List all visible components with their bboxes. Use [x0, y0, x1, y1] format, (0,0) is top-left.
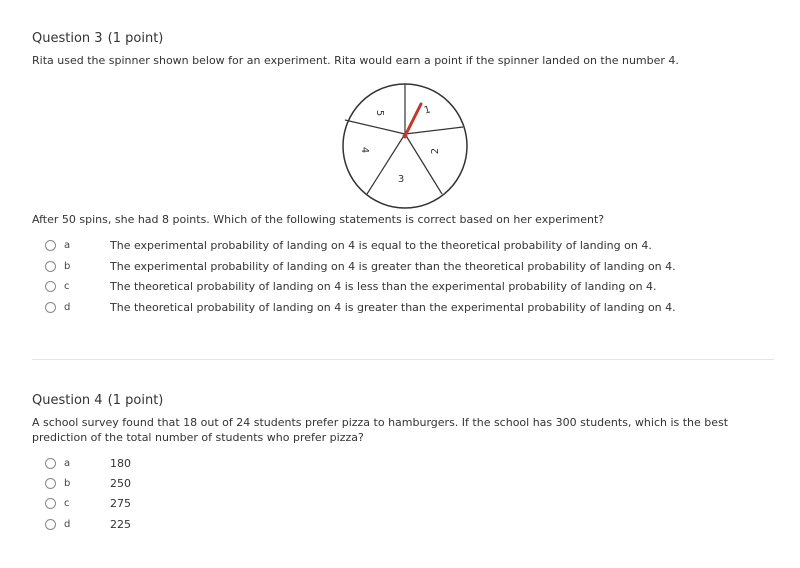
question-3-points: (1 point) [107, 31, 164, 46]
question-4-points: (1 point) [107, 393, 164, 408]
spinner-label-2: 2 [430, 147, 441, 155]
q4-choice-d-letter: d [64, 518, 71, 530]
question-4-prompt: A school survey found that 18 out of 24 students prefer pizza to hamburgers. If the school has 300 students, which is the best prediction of the total number of students who prefer pizza? [32, 416, 729, 444]
q4-choice-c[interactable] [45, 493, 131, 513]
question-3-title: Question 3 [32, 31, 103, 46]
q4-choice-a[interactable] [45, 453, 131, 473]
q4-choice-a-radio[interactable] [45, 458, 56, 469]
q4-choice-c-radio[interactable] [45, 498, 56, 509]
q3-choice-d-text: The theoretical probability of landing on 4 is greater than the experimental probability of landing on 4. [110, 300, 676, 314]
question-divider [32, 359, 774, 360]
q3-choice-b-letter: b [64, 260, 71, 272]
q3-choice-c[interactable] [45, 276, 657, 296]
spinner-hub [403, 134, 408, 139]
question-4-header [32, 389, 776, 408]
q4-choice-d[interactable] [45, 514, 131, 534]
q3-choice-d-radio[interactable] [45, 302, 56, 313]
q3-choice-d-letter: d [64, 301, 71, 313]
q3-choice-a-text: The experimental probability of landing on 4 is equal to the theoretical probability of landing on 4. [110, 238, 652, 252]
spinner-label-5: 5 [374, 109, 385, 117]
q3-choice-c-radio[interactable] [45, 281, 56, 292]
q3-choice-a-letter: a [64, 239, 71, 251]
q4-choice-d-radio[interactable] [45, 519, 56, 530]
q4-choice-c-text: 275 [110, 496, 131, 510]
q3-choice-c-letter: c [64, 280, 70, 292]
q3-choice-c-text: The theoretical probability of landing on 4 is less than the experimental probability of landing on 4. [110, 279, 657, 293]
q4-choice-b[interactable] [45, 473, 131, 493]
q3-choice-a[interactable] [45, 235, 652, 255]
q3-choice-b[interactable] [45, 256, 676, 276]
q4-choice-a-letter: a [64, 457, 71, 469]
q3-choice-b-text: The experimental probability of landing on 4 is greater than the theoretical probability of landing on 4. [110, 259, 676, 273]
q3-choice-a-radio[interactable] [45, 240, 56, 251]
question-3-header [32, 27, 776, 46]
question-3-prompt: Rita used the spinner shown below for an experiment. Rita would earn a point if the spinner landed on the number 4. [32, 54, 679, 67]
spinner-label-1: 1 [422, 104, 432, 117]
q4-choice-c-letter: c [64, 497, 70, 509]
q4-choice-b-radio[interactable] [45, 478, 56, 489]
q3-choice-b-radio[interactable] [45, 261, 56, 272]
question-4-title: Question 4 [32, 393, 103, 408]
q4-choice-b-letter: b [64, 477, 71, 489]
q4-choice-d-text: 225 [110, 517, 131, 531]
spinner-label-4: 4 [359, 146, 370, 154]
q4-choice-a-text: 180 [110, 456, 131, 470]
spinner-label-3: 3 [397, 174, 405, 185]
q4-choice-b-text: 250 [110, 476, 131, 490]
spinner-diagram [339, 82, 471, 210]
q3-choice-d[interactable] [45, 297, 676, 317]
question-3-question: After 50 spins, she had 8 points. Which of the following statements is correct based on her experiment? [32, 213, 605, 226]
